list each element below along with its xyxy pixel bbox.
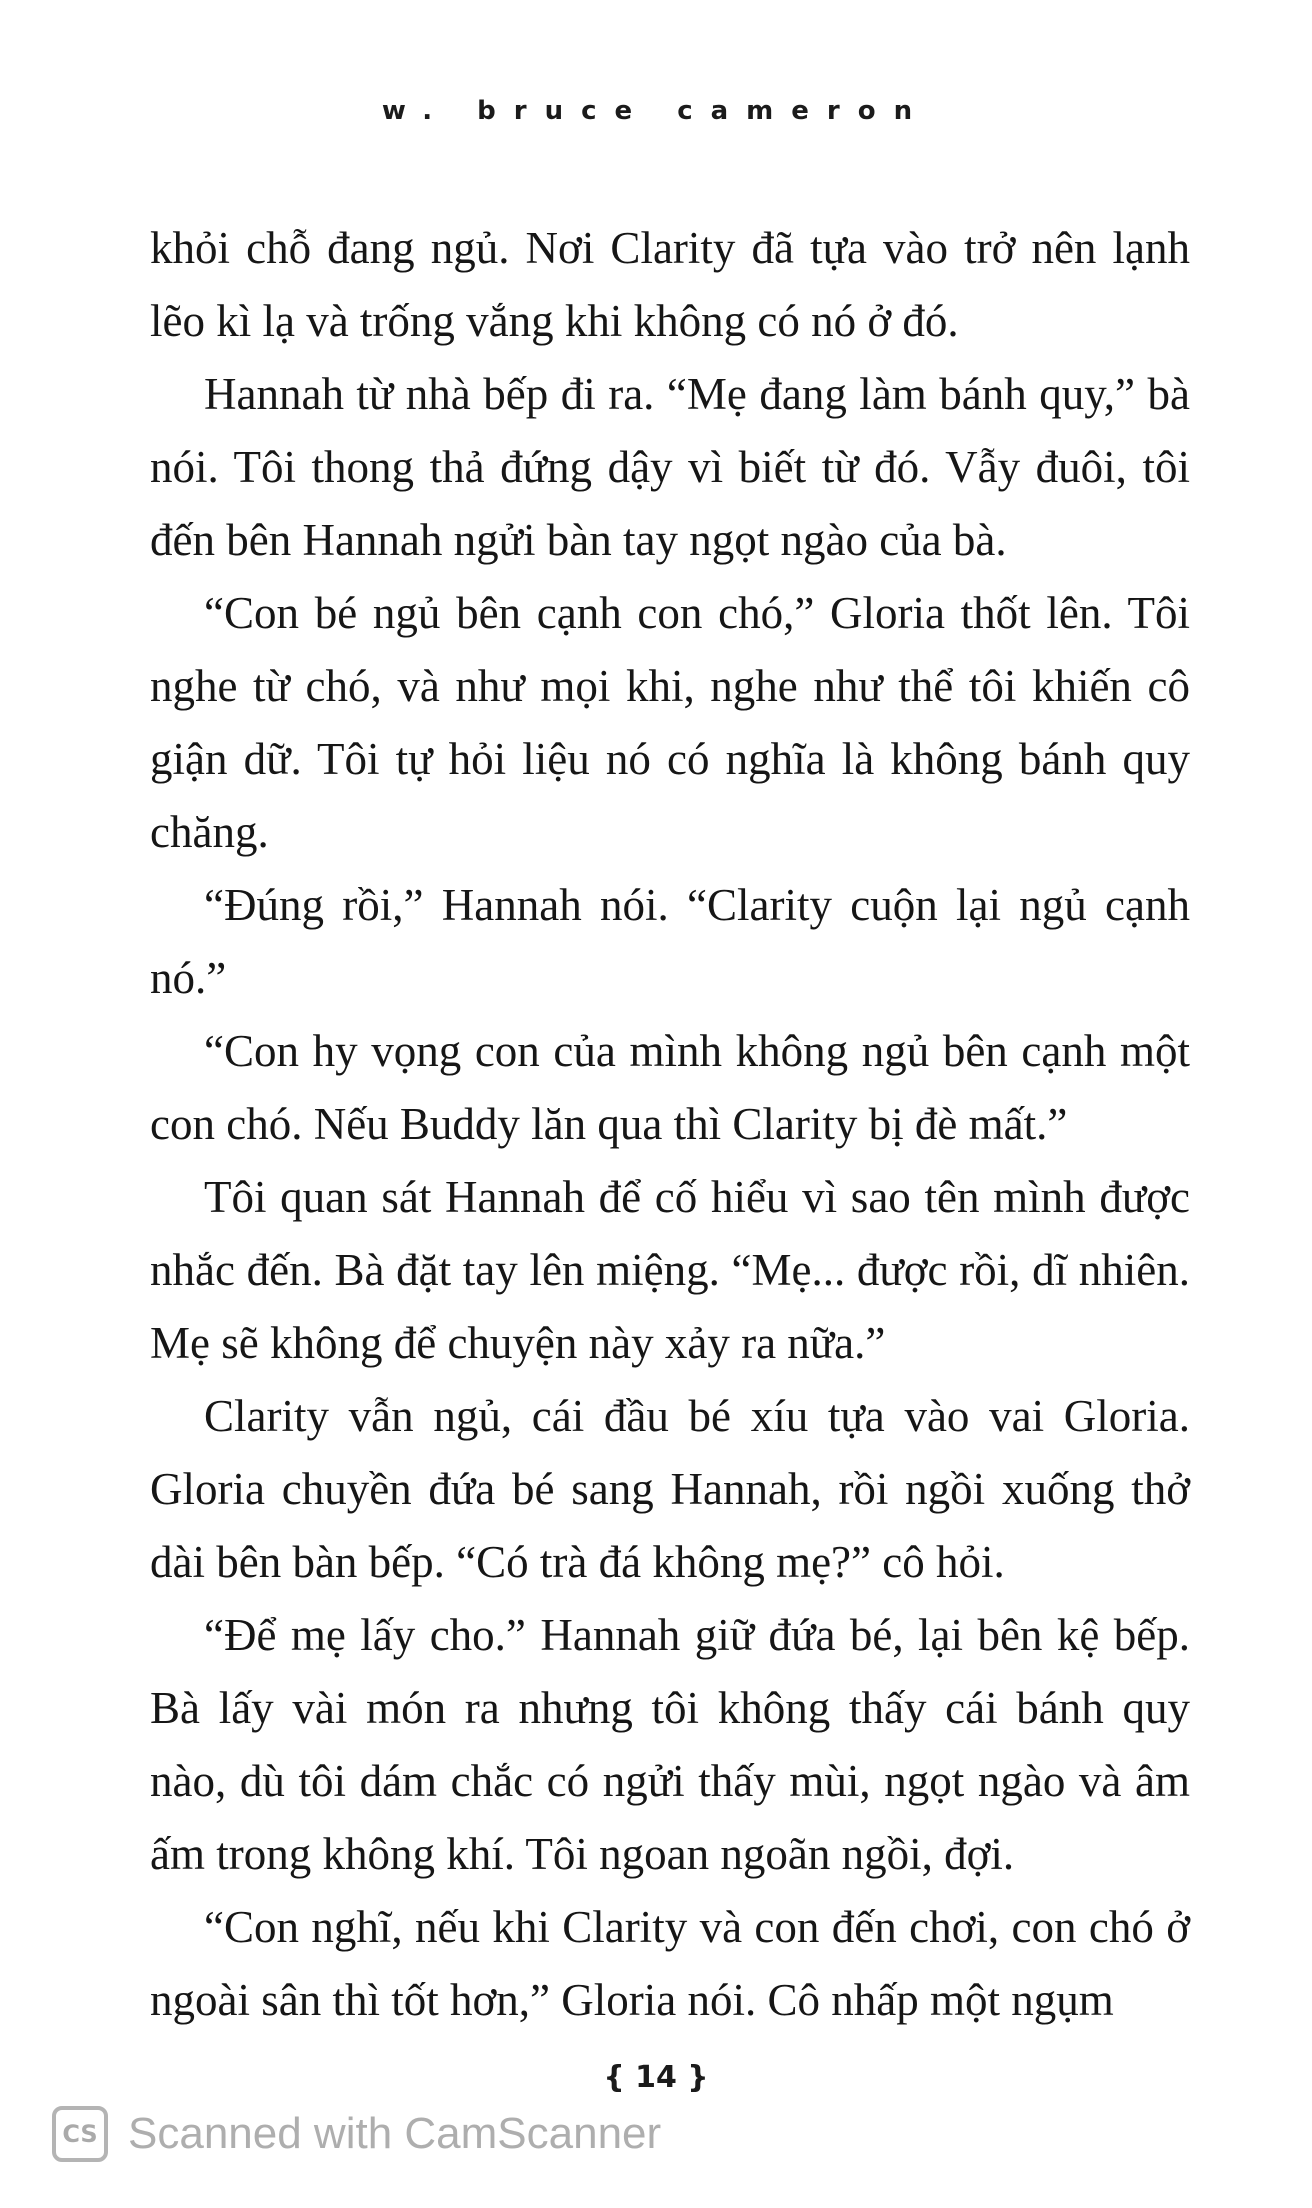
running-head-author: w. bruce cameron [381, 96, 931, 126]
paragraph-1: khỏi chỗ đang ngủ. Nơi Clarity đã tựa vào trở nên lạnh lẽo kì lạ và trống vắng khi không có nó ở đó. [150, 223, 1190, 346]
camscanner-watermark [52, 2106, 661, 2162]
paragraph-7: Clarity vẫn ngủ, cái đầu bé xíu tựa vào vai Gloria. Gloria chuyền đứa bé sang Hannah, rồi ngồi xuống thở dài bên bàn bếp. “Có trà đá không mẹ?” cô hỏi. [150, 1391, 1190, 1587]
camscanner-watermark-text: Scanned with CamScanner [128, 2109, 662, 2158]
paragraph-6: Tôi quan sát Hannah để cố hiểu vì sao tên mình được nhắc đến. Bà đặt tay lên miệng. “Mẹ... được rồi, dĩ nhiên. Mẹ sẽ không để chuyện này xảy ra nữa.” [150, 1172, 1190, 1368]
paragraph-5: “Con hy vọng con của mình không ngủ bên cạnh một con chó. Nếu Buddy lăn qua thì Clarity bị đè mất.” [150, 1026, 1190, 1149]
paragraph-3: “Con bé ngủ bên cạnh con chó,” Gloria thốt lên. Tôi nghe từ chó, và như mọi khi, nghe như thể tôi khiến cô giận dữ. Tôi tự hỏi liệu nó có nghĩa là không bánh quy chăng. [150, 588, 1190, 857]
camscanner-logo-icon: CS [52, 2106, 108, 2162]
paragraph-2: Hannah từ nhà bếp đi ra. “Mẹ đang làm bánh quy,” bà nói. Tôi thong thả đứng dậy vì biết từ đó. Vẫy đuôi, tôi đến bên Hannah ngửi bàn tay ngọt ngào của bà. [150, 369, 1190, 565]
body-text [150, 212, 1190, 2037]
paragraph-4: “Đúng rồi,” Hannah nói. “Clarity cuộn lại ngủ cạnh nó.” [150, 880, 1190, 1003]
page-number: { 14 } [603, 2060, 709, 2095]
paragraph-9: “Con nghĩ, nếu khi Clarity và con đến chơi, con chó ở ngoài sân thì tốt hơn,” Gloria nói. Cô nhấp một ngụm [150, 1902, 1190, 2025]
paragraph-8: “Để mẹ lấy cho.” Hannah giữ đứa bé, lại bên kệ bếp. Bà lấy vài món ra nhưng tôi không thấy cái bánh quy nào, dù tôi dám chắc có ngửi thấy mùi, ngọt ngào và âm ấm trong không khí. Tôi ngoan ngoãn ngồi, đợi. [150, 1610, 1190, 1879]
